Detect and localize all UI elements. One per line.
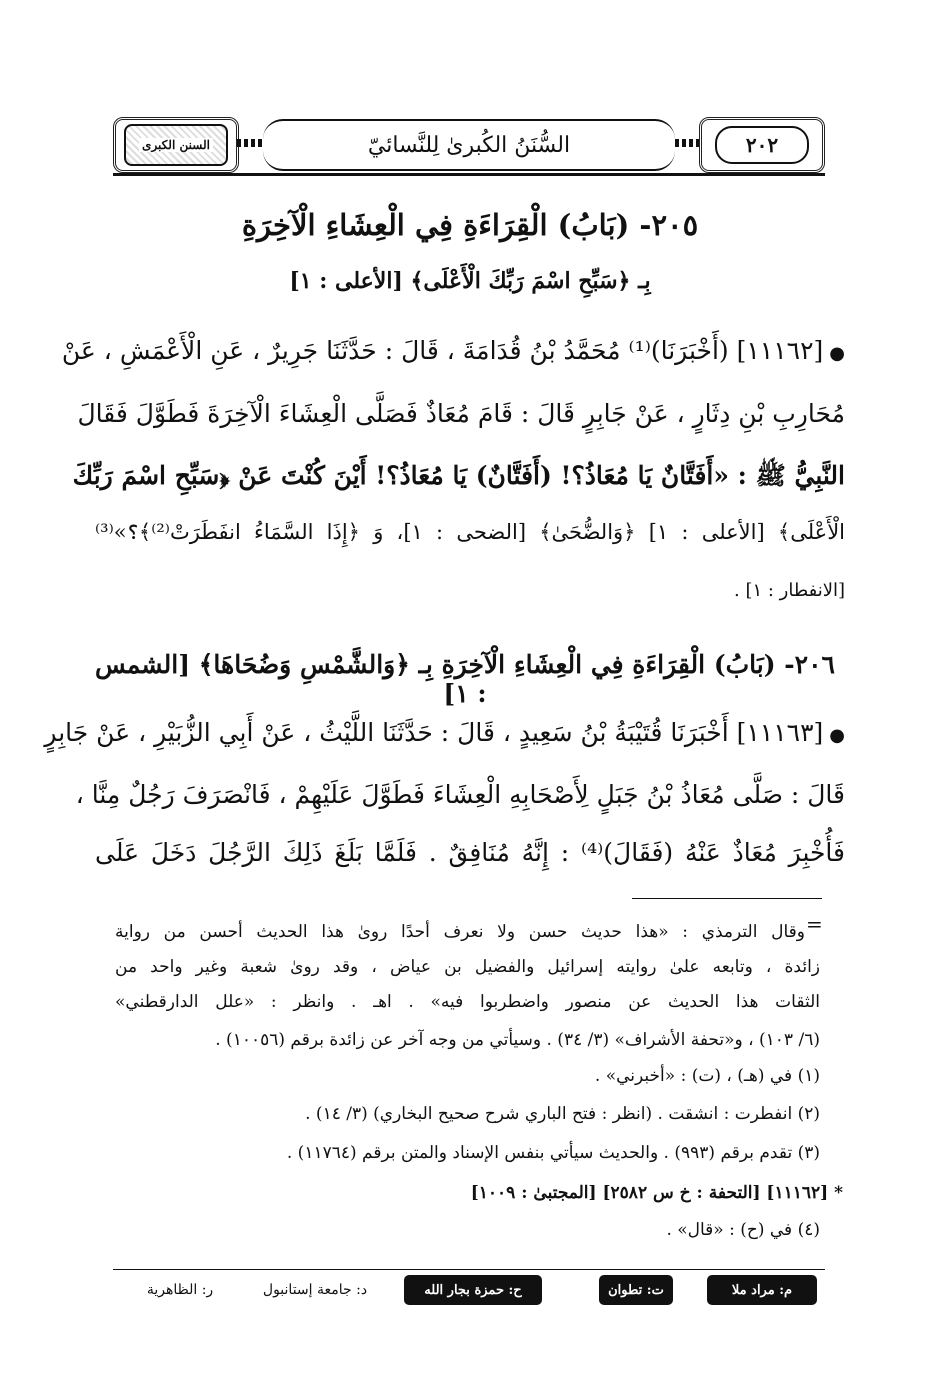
footnote-3: (٣) تقدم برقم (٩٩٣) . والحديث سيأتي بنفس الإسناد والمتن برقم (١١٧٦٤) . [286,1143,820,1163]
seal-text: السنن الكبرى [139,138,213,152]
header-chain-ornament [675,139,701,147]
hadith-11163-line: قَالَ : صَلَّى مُعَاذُ بْنُ جَبَلٍ لِأَصْحَابِهِ الْعِشَاءَ فَطَوَّلَ عَلَيْهِمْ ، فَانْصَرَفَ رَجُلٌ مِنَّا ، [75,780,845,809]
hadith-11163-line [44,718,845,747]
hadith-11162-line: النَّبِيُّ ﷺ : «أَفَتَّانٌ يَا مُعَاذُ؟! (أَفَتَّانٌ) يَا مُعَاذُ؟! أَيْنَ كُنْتَ عَنْ ﴿سَبِّحِ اسْمَ رَبِّكَ [72,461,845,490]
header-seal-ornament [113,117,239,173]
manuscript-t-label: ت: تطوان [599,1275,673,1305]
bullet-icon: ● [829,725,845,746]
hadith-11162-line: مُحَارِبِ بْنِ دِثَارٍ ، عَنْ جَابِرٍ قَالَ : قَامَ مُعَاذٌ فَصَلَّى الْعِشَاءَ الْآخِرَةَ فَطَوَّلَ فَقَالَ [77,399,845,428]
header-page-ornament [699,117,825,173]
section-206-title: ٢٠٦- (بَابُ) الْقِرَاءَةِ فِي الْعِشَاءِ الْآخِرَةِ بِـ ﴿وَالشَّمْسِ وَضُحَاهَا﴾ [الشمس : ١] [95,650,835,708]
footnote-4: (٤) في (ح) : «قال» . [666,1220,820,1240]
bullet-icon: ● [829,343,845,364]
page-number: ٢٠٢ [715,126,809,164]
footer-rule [113,1269,825,1270]
manuscript-m-label: م: مراد ملا [707,1275,817,1305]
hadith-11163-line: فَأُخْبِرَ مُعَاذٌ عَنْهُ (فَقَالَ)⁽⁴⁾ : إِنَّهُ مُنَافِقٌ . فَلَمَّا بَلَغَ ذَلِكَ الرَّجُلَ دَخَلَ عَلَى [95,838,846,867]
footnote-line: الثقات هذا الحديث عن منصور واضطربوا فيه» . اهـ . وانظر : «علل الدارقطني» [115,992,820,1012]
page-header [113,113,825,176]
manuscript-h-label: ح: حمزة بجار الله [404,1275,542,1305]
section-205-subtitle: بِـ ﴿سَبِّحِ اسْمَ رَبِّكَ الْأَعْلَى﴾ [الأعلى : ١] [289,268,651,294]
manuscript-r-label: ر: الظاهرية [146,1282,214,1298]
hadith-11162-line [61,336,845,365]
running-title: السُّنَنُ الكُبرىٰ لِلنَّسائيّ [263,119,675,171]
footnote-2: (٢) انفطرت : انشقت . (انظر : فتح الباري شرح صحيح البخاري) (٣/ ١٤) . [305,1104,820,1124]
hadith-text: [١١١٦٣] أَخْبَرَنَا قُتَيْبَةُ بْنُ سَعِيدٍ ، قَالَ : حَدَّثَنَا اللَّيْثُ ، عَنْ أَبِي الزُّبَيْرِ ، عَنْ جَابِرٍ [44,718,824,747]
footnote-line: زائدة ، وتابعه علىٰ روايته إسرائيل والفضيل بن عياض ، وقد روىٰ شعبة وغير واحد من [115,957,820,977]
section-205-title: ٢٠٥- (بَابُ) الْقِرَاءَةِ فِي الْعِشَاءِ الْآخِرَةِ [241,208,699,242]
footnote-continuation-mark: = [806,912,823,936]
hadith-11162-line: [الانفطار : ١] . [734,580,845,601]
hadith-11162-line: الْأَعْلَى﴾ [الأعلى : ١] ﴿وَالضُّحَىٰ﴾ [الضحى : ١]، وَ ﴿إِذَا السَّمَاءُ انفَطَرَتْ⁽²⁾﴾؟»⁽³⁾ [95,520,846,544]
takhrij-note: * [١١١٦٢] [التحفة : خ س ٢٥٨٢] [المجتبىٰ : ١٠٠٩] [470,1183,843,1203]
hadith-text: [١١١٦٢] (أَخْبَرَنَا)⁽¹⁾ مُحَمَّدُ بْنُ قُدَامَةَ ، قَالَ : حَدَّثَنَا جَرِيرٌ ، عَنِ الْأَعْمَشِ ، عَنْ [61,336,824,365]
header-chain-ornament [237,139,263,147]
book-seal [124,124,228,166]
manuscript-d-label: د: جامعة إستانبول [262,1282,368,1298]
footnote-separator [632,898,822,899]
footnote-1: (١) في (هـ) ، (ت) : «أخبرني» . [594,1066,820,1086]
footnote-line: (٦/ ١٠٣) ، و«تحفة الأشراف» (٣/ ٣٤) . وسيأتي من وجه آخر عن زائدة برقم (١٠٠٥٦) . [215,1030,820,1050]
footnote-line: وقال الترمذي : «هذا حديث حسن ولا نعرف أحدًا روىٰ هذا الحديث أحسن من رواية [115,922,805,942]
